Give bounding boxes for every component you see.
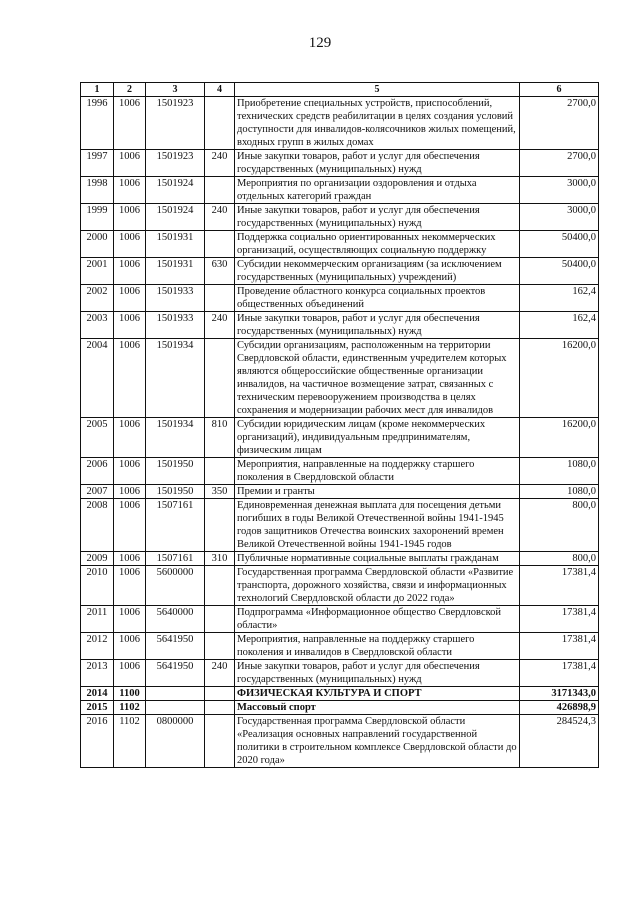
- target-article-code: 5600000: [146, 566, 205, 606]
- expense-type-code: 240: [205, 312, 235, 339]
- amount: 800,0: [520, 552, 599, 566]
- item-name: Мероприятия, направленные на поддержку старшего поколения в Свердловской области: [235, 458, 520, 485]
- header-col-4: 4: [205, 83, 235, 97]
- table-row: [81, 204, 599, 231]
- item-name: Государственная программа Свердловской области «Развитие транспорта, дорожного хозяйства, связи и информационных технологий Свердловской области до 2022 года»: [235, 566, 520, 606]
- expense-type-code: [205, 231, 235, 258]
- header-col-2: 2: [114, 83, 146, 97]
- amount: 3171343,0: [520, 687, 599, 701]
- amount: 16200,0: [520, 339, 599, 418]
- table-row: [81, 150, 599, 177]
- table-row: [81, 312, 599, 339]
- expense-type-code: [205, 687, 235, 701]
- expense-type-code: 310: [205, 552, 235, 566]
- target-article-code: 1501934: [146, 418, 205, 458]
- item-name: Массовый спорт: [235, 701, 520, 715]
- item-name: Приобретение специальных устройств, приспособлений, технических средств реабилитации в целях создания условий доступности для инвалидов-колясочников жилых помещений, входных групп в жилых домах: [235, 97, 520, 150]
- amount: 284524,3: [520, 715, 599, 768]
- row-number: 2003: [81, 312, 114, 339]
- section-code: 1006: [114, 566, 146, 606]
- item-name: Публичные нормативные социальные выплаты гражданам: [235, 552, 520, 566]
- table-row: [81, 633, 599, 660]
- target-article-code: 1501924: [146, 177, 205, 204]
- target-article-code: 1501934: [146, 339, 205, 418]
- item-name: Премии и гранты: [235, 485, 520, 499]
- target-article-code: 1507161: [146, 499, 205, 552]
- section-code: 1006: [114, 606, 146, 633]
- row-number: 1997: [81, 150, 114, 177]
- target-article-code: 1507161: [146, 552, 205, 566]
- table-row: [81, 660, 599, 687]
- item-name: Подпрограмма «Информационное общество Свердловской области»: [235, 606, 520, 633]
- section-code: 1006: [114, 285, 146, 312]
- amount: 3000,0: [520, 204, 599, 231]
- row-number: 2006: [81, 458, 114, 485]
- table-row: [81, 458, 599, 485]
- target-article-code: 1501923: [146, 97, 205, 150]
- row-number: 2007: [81, 485, 114, 499]
- target-article-code: 1501931: [146, 258, 205, 285]
- item-name: Иные закупки товаров, работ и услуг для обеспечения государственных (муниципальных) нужд: [235, 660, 520, 687]
- row-number: 1999: [81, 204, 114, 231]
- section-code: 1006: [114, 458, 146, 485]
- target-article-code: 1501950: [146, 485, 205, 499]
- section-code: 1006: [114, 312, 146, 339]
- item-name: Субсидии юридическим лицам (кроме некоммерческих организаций), индивидуальным предпринимателям, физическим лицам: [235, 418, 520, 458]
- target-article-code: [146, 701, 205, 715]
- row-number: 2004: [81, 339, 114, 418]
- table-row: [81, 231, 599, 258]
- row-number: 2005: [81, 418, 114, 458]
- section-code: 1006: [114, 97, 146, 150]
- section-code: 1006: [114, 633, 146, 660]
- row-number: 1996: [81, 97, 114, 150]
- table-row: [81, 177, 599, 204]
- section-code: 1102: [114, 701, 146, 715]
- section-code: 1102: [114, 715, 146, 768]
- expense-type-code: [205, 177, 235, 204]
- table-row: [81, 258, 599, 285]
- row-number: 1998: [81, 177, 114, 204]
- amount: 16200,0: [520, 418, 599, 458]
- amount: 426898,9: [520, 701, 599, 715]
- header-col-5: 5: [235, 83, 520, 97]
- amount: 17381,4: [520, 566, 599, 606]
- table-row: [81, 701, 599, 715]
- section-code: 1100: [114, 687, 146, 701]
- expense-type-code: [205, 633, 235, 660]
- target-article-code: 5641950: [146, 633, 205, 660]
- section-code: 1006: [114, 258, 146, 285]
- expense-type-code: 810: [205, 418, 235, 458]
- amount: 162,4: [520, 285, 599, 312]
- header-col-6: 6: [520, 83, 599, 97]
- section-code: 1006: [114, 339, 146, 418]
- expense-type-code: [205, 499, 235, 552]
- item-name: Иные закупки товаров, работ и услуг для обеспечения государственных (муниципальных) нужд: [235, 204, 520, 231]
- row-number: 2009: [81, 552, 114, 566]
- target-article-code: 5640000: [146, 606, 205, 633]
- table-row: [81, 715, 599, 768]
- expense-type-code: [205, 458, 235, 485]
- section-code: 1006: [114, 150, 146, 177]
- amount: 2700,0: [520, 97, 599, 150]
- item-name: Единовременная денежная выплата для посещения детьми погибших в годы Великой Отечественной войны 1941-1945 годов защитников Отечества воинских захоронений времен Великой Отечественной войны 1941-1945 годов: [235, 499, 520, 552]
- item-name: Поддержка социально ориентированных некоммерческих организаций, осуществляющих социальную поддержку: [235, 231, 520, 258]
- item-name: Субсидии некоммерческим организациям (за исключением государственных (муниципальных) учреждений): [235, 258, 520, 285]
- section-code: 1006: [114, 231, 146, 258]
- row-number: 2010: [81, 566, 114, 606]
- target-article-code: 1501924: [146, 204, 205, 231]
- amount: 800,0: [520, 499, 599, 552]
- item-name: Государственная программа Свердловской области «Реализация основных направлений государственной политики в строительном комплексе Свердловской области до 2020 года»: [235, 715, 520, 768]
- item-name: Субсидии организациям, расположенным на территории Свердловской области, единственным учредителем которых являются общероссийские общественные организации инвалидов, на частичное возмещение затрат, связанных с техническим перевооружением производства в целях сохранения и модернизации рабочих мест для инвалидов: [235, 339, 520, 418]
- table-row: [81, 552, 599, 566]
- amount: 1080,0: [520, 485, 599, 499]
- table-header-row: [81, 83, 599, 97]
- section-code: 1006: [114, 177, 146, 204]
- table-row: [81, 606, 599, 633]
- expense-type-code: 240: [205, 660, 235, 687]
- row-number: 2015: [81, 701, 114, 715]
- target-article-code: 0800000: [146, 715, 205, 768]
- section-code: 1006: [114, 660, 146, 687]
- row-number: 2002: [81, 285, 114, 312]
- table-row: [81, 97, 599, 150]
- expense-type-code: 630: [205, 258, 235, 285]
- expense-type-code: [205, 285, 235, 312]
- target-article-code: 1501931: [146, 231, 205, 258]
- item-name: Иные закупки товаров, работ и услуг для обеспечения государственных (муниципальных) нужд: [235, 150, 520, 177]
- section-code: 1006: [114, 499, 146, 552]
- expense-type-code: 240: [205, 204, 235, 231]
- amount: 50400,0: [520, 231, 599, 258]
- expense-type-code: [205, 701, 235, 715]
- item-name: Проведение областного конкурса социальных проектов общественных объединений: [235, 285, 520, 312]
- expense-type-code: [205, 566, 235, 606]
- item-name: Иные закупки товаров, работ и услуг для обеспечения государственных (муниципальных) нужд: [235, 312, 520, 339]
- row-number: 2014: [81, 687, 114, 701]
- section-code: 1006: [114, 485, 146, 499]
- table-row: [81, 339, 599, 418]
- amount: 3000,0: [520, 177, 599, 204]
- amount: 17381,4: [520, 606, 599, 633]
- expense-type-code: [205, 715, 235, 768]
- row-number: 2016: [81, 715, 114, 768]
- target-article-code: [146, 687, 205, 701]
- expense-type-code: [205, 606, 235, 633]
- row-number: 2011: [81, 606, 114, 633]
- amount: 2700,0: [520, 150, 599, 177]
- row-number: 2013: [81, 660, 114, 687]
- amount: 1080,0: [520, 458, 599, 485]
- amount: 17381,4: [520, 633, 599, 660]
- target-article-code: 1501933: [146, 285, 205, 312]
- table-row: [81, 285, 599, 312]
- row-number: 2001: [81, 258, 114, 285]
- header-col-3: 3: [146, 83, 205, 97]
- table-row: [81, 485, 599, 499]
- expense-type-code: [205, 339, 235, 418]
- target-article-code: 1501933: [146, 312, 205, 339]
- item-name: ФИЗИЧЕСКАЯ КУЛЬТУРА И СПОРТ: [235, 687, 520, 701]
- item-name: Мероприятия по организации оздоровления и отдыха отдельных категорий граждан: [235, 177, 520, 204]
- row-number: 2008: [81, 499, 114, 552]
- item-name: Мероприятия, направленные на поддержку старшего поколения и инвалидов в Свердловской области: [235, 633, 520, 660]
- table-row: [81, 566, 599, 606]
- expense-type-code: 240: [205, 150, 235, 177]
- budget-table: [80, 82, 599, 768]
- section-code: 1006: [114, 418, 146, 458]
- expense-type-code: [205, 97, 235, 150]
- target-article-code: 1501923: [146, 150, 205, 177]
- target-article-code: 5641950: [146, 660, 205, 687]
- amount: 17381,4: [520, 660, 599, 687]
- table-row: [81, 687, 599, 701]
- target-article-code: 1501950: [146, 458, 205, 485]
- table-row: [81, 418, 599, 458]
- section-code: 1006: [114, 552, 146, 566]
- expense-type-code: 350: [205, 485, 235, 499]
- header-col-1: 1: [81, 83, 114, 97]
- amount: 50400,0: [520, 258, 599, 285]
- page-number: 129: [308, 35, 332, 51]
- table-row: [81, 499, 599, 552]
- amount: 162,4: [520, 312, 599, 339]
- row-number: 2012: [81, 633, 114, 660]
- row-number: 2000: [81, 231, 114, 258]
- section-code: 1006: [114, 204, 146, 231]
